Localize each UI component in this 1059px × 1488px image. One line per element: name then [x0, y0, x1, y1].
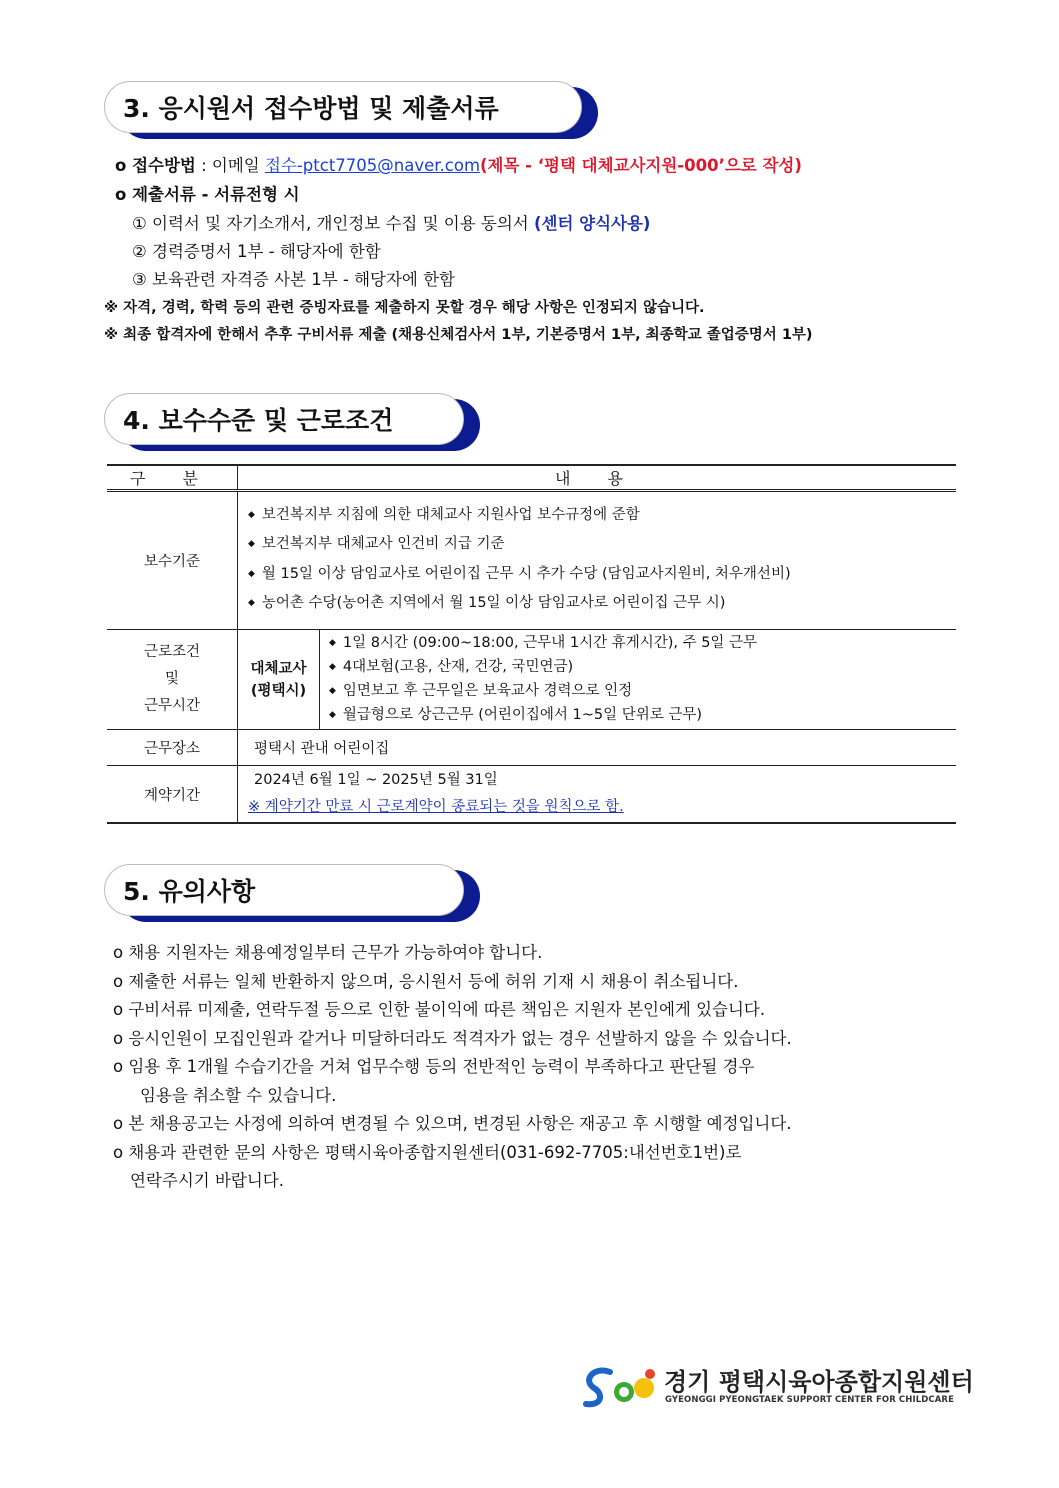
section3-header — [104, 81, 604, 139]
notice-item: o 응시인원이 모집인원과 같거나 미달하더라도 적격자가 없는 경우 선발하지 않을 수 있습니다. — [113, 1029, 792, 1048]
method-sep: : 이메일 — [195, 156, 265, 175]
center-logo-icon — [580, 1362, 660, 1412]
logo-name-en: GYEONGGI PYEONGTAEK SUPPORT CENTER FOR CHILDCARE — [665, 1395, 954, 1405]
notice-item: o 채용과 관련한 문의 사항은 평택시육아종합지원센터(031-692-7705:내선번호1번)로 — [113, 1143, 742, 1162]
notice-item: o 임용 후 1개월 수습기간을 거쳐 업무수행 등의 전반적인 능력이 부족하다고 판단될 경우 — [113, 1057, 755, 1076]
list-item: ◆ 보건복지부 지침에 의한 대체교사 지원사업 보수규정에 준함 — [248, 502, 955, 532]
period-note: ※ 계약기간 만료 시 근로계약이 종료되는 것을 원칙으로 함. — [248, 799, 624, 815]
list-item: ◆ 월급형으로 상근근무 (어린이집에서 1~5일 단위로 근무) — [329, 704, 955, 728]
section5-title: 5. 유의사항 — [104, 864, 464, 916]
email-link[interactable]: 접수-ptct7705@naver.com — [264, 156, 481, 175]
notice-item: o 구비서류 미제출, 연락두절 등으로 인한 불이익에 따른 책임은 지원자 본인에게 있습니다. — [113, 1000, 766, 1019]
doc-item-1 — [132, 210, 650, 234]
work-list — [321, 632, 955, 728]
notice-item: 연락주시기 바랍니다. — [130, 1171, 284, 1190]
list-item: ◆ 임면보고 후 근무일은 보육교사 경력으로 인정 — [329, 680, 955, 704]
method-line — [115, 152, 802, 176]
note-2: ※ 최종 합격자에 한해서 추후 구비서류 제출 (채용신체검사서 1부, 기본증명서 1부, 최종학교 졸업증명서 1부) — [104, 327, 813, 343]
note-1: ※ 자격, 경력, 학력 등의 관련 증빙자료를 제출하지 못할 경우 해당 사항은 인정되지 않습니다. — [104, 300, 705, 316]
doc-item-2: ② 경력증명서 1부 - 해당자에 한함 — [132, 242, 381, 261]
doc-item-3: ③ 보육관련 자격증 사본 1부 - 해당자에 한함 — [132, 270, 455, 289]
notice-item: o 본 채용공고는 사정에 의하여 변경될 수 있으며, 변경된 사항은 재공고 후 시행할 예정입니다. — [113, 1114, 792, 1133]
place-value: 평택시 관내 어린이집 — [238, 730, 957, 766]
list-item: ◆ 월 15일 이상 담임교사로 어린이집 근무 시 추가 수당 (담임교사지원비, 처우개선비) — [248, 561, 955, 591]
center-logo — [580, 1362, 974, 1412]
method-note: (제목 - ‘평택 대체교사지원-000’으로 작성) — [480, 156, 802, 175]
doc1-text: ① 이력서 및 자기소개서, 개인정보 수집 및 이용 동의서 — [132, 214, 534, 233]
work-row — [107, 630, 956, 730]
doc1-note: (센터 양식사용) — [533, 214, 651, 233]
pay-row — [107, 491, 956, 630]
period-label: 계약기간 — [107, 766, 238, 824]
logo-name-ko: 경기 평택시육아종합지원센터 — [664, 1368, 974, 1396]
work-sub-1: 대체교사 — [250, 660, 307, 677]
place-label: 근무장소 — [107, 730, 238, 766]
work-sub-2: (평택시) — [250, 682, 307, 699]
work-label-3: 근무시간 — [143, 698, 201, 714]
list-item: ◆ 1일 8시간 (09:00~18:00, 근무내 1시간 휴게시간), 주 5일 근무 — [329, 632, 955, 656]
conditions-table — [107, 464, 956, 824]
section4-title: 4. 보수수준 및 근로조건 — [104, 393, 464, 445]
notice-item: o 제출한 서류는 일체 반환하지 않으며, 응시원서 등에 허위 기재 시 채용이 취소됩니다. — [113, 972, 739, 991]
list-item: ◆ 4대보험(고용, 산재, 건강, 국민연금) — [329, 656, 955, 680]
work-label-2: 및 — [164, 671, 179, 687]
list-item: ◆ 농어촌 수당(농어촌 지역에서 월 15일 이상 담임교사로 어린이집 근무 시) — [248, 590, 955, 620]
pay-label: 보수기준 — [107, 491, 238, 630]
period-row — [107, 766, 956, 824]
work-label-1: 근로조건 — [143, 644, 201, 660]
place-row — [107, 730, 956, 766]
method-label: o 접수방법 — [115, 156, 196, 175]
section3-title: 3. 응시원서 접수방법 및 제출서류 — [104, 81, 582, 133]
section4-header — [104, 393, 484, 451]
list-item: ◆ 보건복지부 대체교사 인건비 지급 기준 — [248, 531, 955, 561]
notice-item: o 채용 지원자는 채용예정일부터 근무가 가능하여야 합니다. — [113, 943, 543, 962]
pay-list — [238, 502, 955, 620]
notice-item: 임용을 취소할 수 있습니다. — [140, 1086, 337, 1105]
col-category: 구 분 — [107, 465, 238, 491]
section5-header — [104, 864, 484, 922]
col-content: 내 용 — [238, 465, 957, 491]
period-value: 2024년 6월 1일 ~ 2025년 5월 31일 — [254, 772, 498, 788]
docs-label: o 제출서류 - 서류전형 시 — [115, 185, 300, 204]
